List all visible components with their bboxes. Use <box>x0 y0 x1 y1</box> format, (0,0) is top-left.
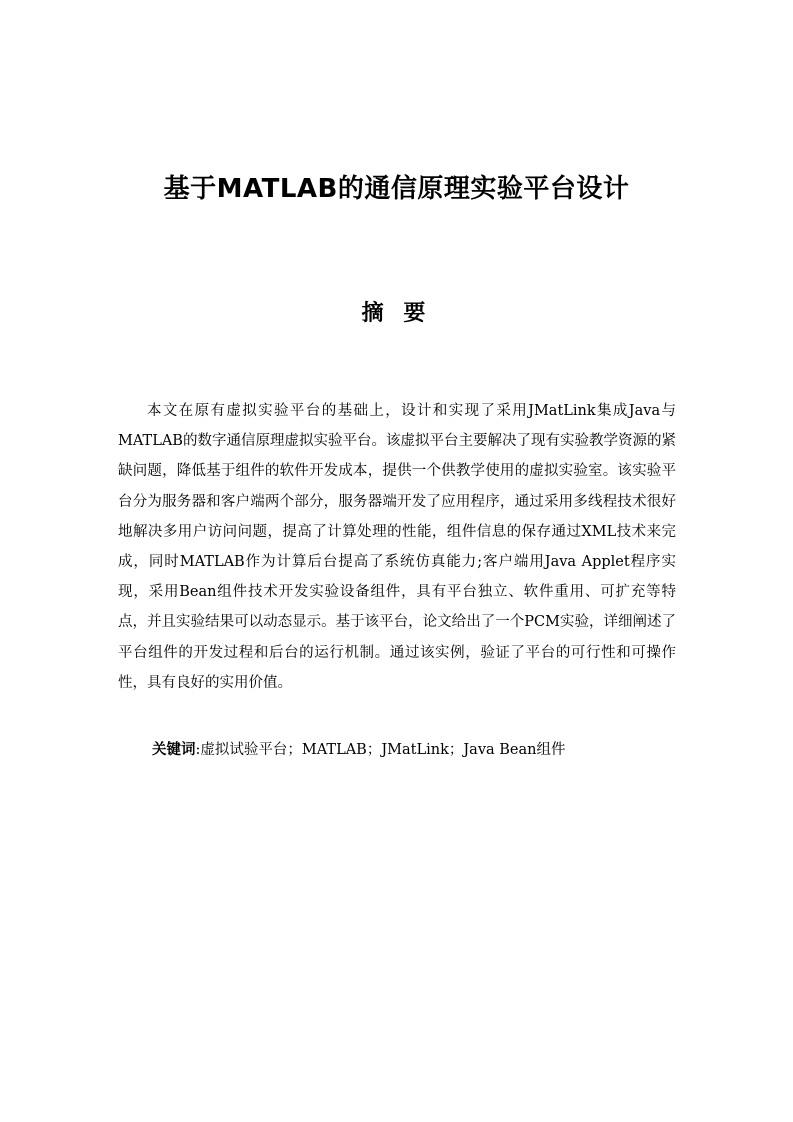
page-title: 基于MATLAB的通信原理实验平台设计 <box>163 174 630 204</box>
keywords-label: 关键词 <box>152 742 196 758</box>
keywords-separator: : <box>195 742 201 758</box>
abstract-paragraph: 本文在原有虚拟实验平台的基础上，设计和实现了采用JMatLink集成Java与MATLAB的数字通信原理虚拟实验平台。该虚拟平台主要解决了现有实验教学资源的紧缺问题，降低基于组件的软件开发成本，提供一个供教学使用的虚拟实验室。该实验平台分为服务器和客户端两个部分，服务器端开发了应用程序，通过采用多线程技术很好地解决多用户访问问题，提高了计算处理的性能，组件信息的保存通过XML技术来完成，同时MATLAB作为计算后台提高了系统仿真能力;客户端用Java Applet程序实现，采用Bean组件技术开发实验设备组件，具有平台独立、软件重用、可扩充等特点，并且实验结果可以动态显示。基于该平台，论文给出了一个PCM实验，详细阐述了平台组件的开发过程和后台的运行机制。通过该实例，验证了平台的可行性和可操作性，具有良好的实用价值。 <box>118 403 676 691</box>
abstract-heading: 摘 要 <box>361 301 432 326</box>
keywords-line <box>152 738 692 762</box>
keywords-text: 虚拟试验平台；MATLAB；JMatLink；Java Bean组件 <box>200 742 566 758</box>
